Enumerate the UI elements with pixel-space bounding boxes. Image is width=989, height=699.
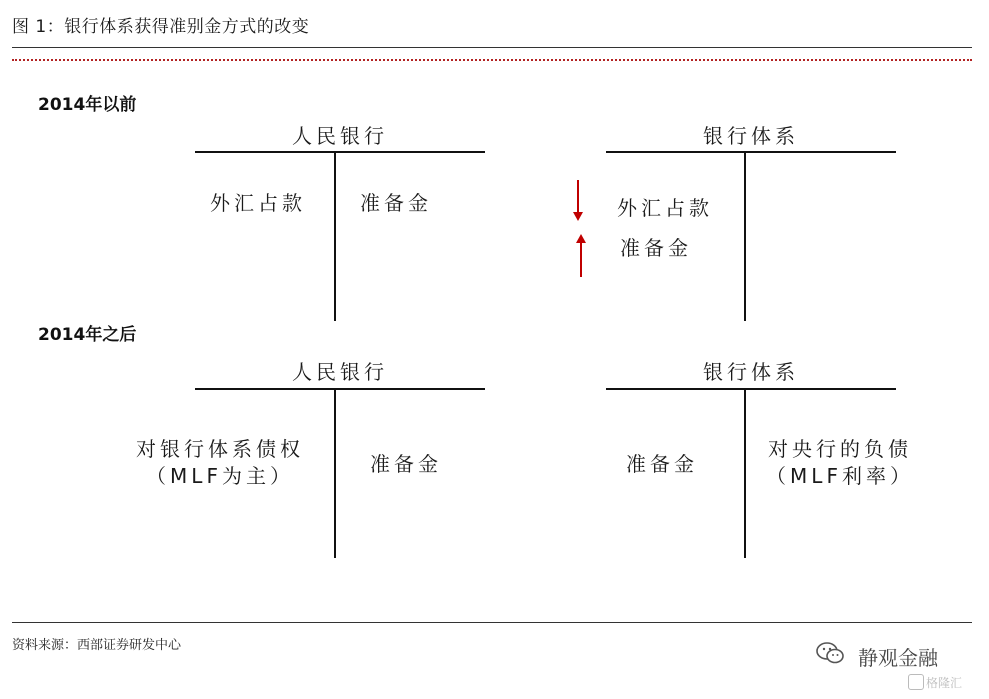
- banks-after-title: 银行体系: [703, 360, 799, 384]
- pboc-after-hline: [195, 388, 485, 390]
- banks-before-asset-reserve: 准备金: [620, 236, 692, 260]
- wechat-icon: [815, 640, 845, 666]
- arrow-up-icon: [576, 234, 586, 243]
- banks-before-hline: [606, 151, 896, 153]
- pboc-before-hline: [195, 151, 485, 153]
- banks-before-asset-fx: 外汇占款: [617, 196, 713, 220]
- gelonghui-logo-icon: [908, 674, 924, 690]
- pboc-after-title: 人民银行: [292, 360, 388, 384]
- figure-title: 图 1：银行体系获得准别金方式的改变: [12, 17, 310, 37]
- arrow-down-shaft: [577, 180, 579, 212]
- pboc-after-asset-line2: （MLF为主）: [146, 464, 294, 488]
- pboc-after-liability: 准备金: [370, 452, 442, 476]
- pboc-before-title: 人民银行: [292, 124, 388, 148]
- watermark-small: 格隆汇: [926, 676, 963, 690]
- footer-rule: [12, 622, 972, 623]
- section-before-label: 2014年以前: [38, 95, 137, 115]
- pboc-after-vline: [334, 388, 336, 558]
- banks-before-title: 银行体系: [703, 124, 799, 148]
- banks-after-hline: [606, 388, 896, 390]
- watermark-brand: 静观金融: [858, 646, 938, 670]
- banks-after-vline: [744, 388, 746, 558]
- pboc-before-liability: 准备金: [360, 191, 432, 215]
- header-rule: [12, 47, 972, 48]
- pboc-before-asset: 外汇占款: [210, 191, 306, 215]
- banks-before-vline: [744, 151, 746, 321]
- banks-after-liability-line1: 对央行的负债: [768, 437, 912, 461]
- pboc-before-vline: [334, 151, 336, 321]
- source-note: 资料来源：西部证券研发中心: [12, 638, 182, 653]
- header-red-rule: [12, 59, 972, 61]
- banks-after-liability-line2: （MLF利率）: [766, 464, 914, 488]
- pboc-after-asset-line1: 对银行体系债权: [136, 437, 304, 461]
- arrow-down-icon: [573, 212, 583, 221]
- banks-after-asset: 准备金: [626, 452, 698, 476]
- arrow-up-shaft: [580, 243, 582, 277]
- section-after-label: 2014年之后: [38, 325, 137, 345]
